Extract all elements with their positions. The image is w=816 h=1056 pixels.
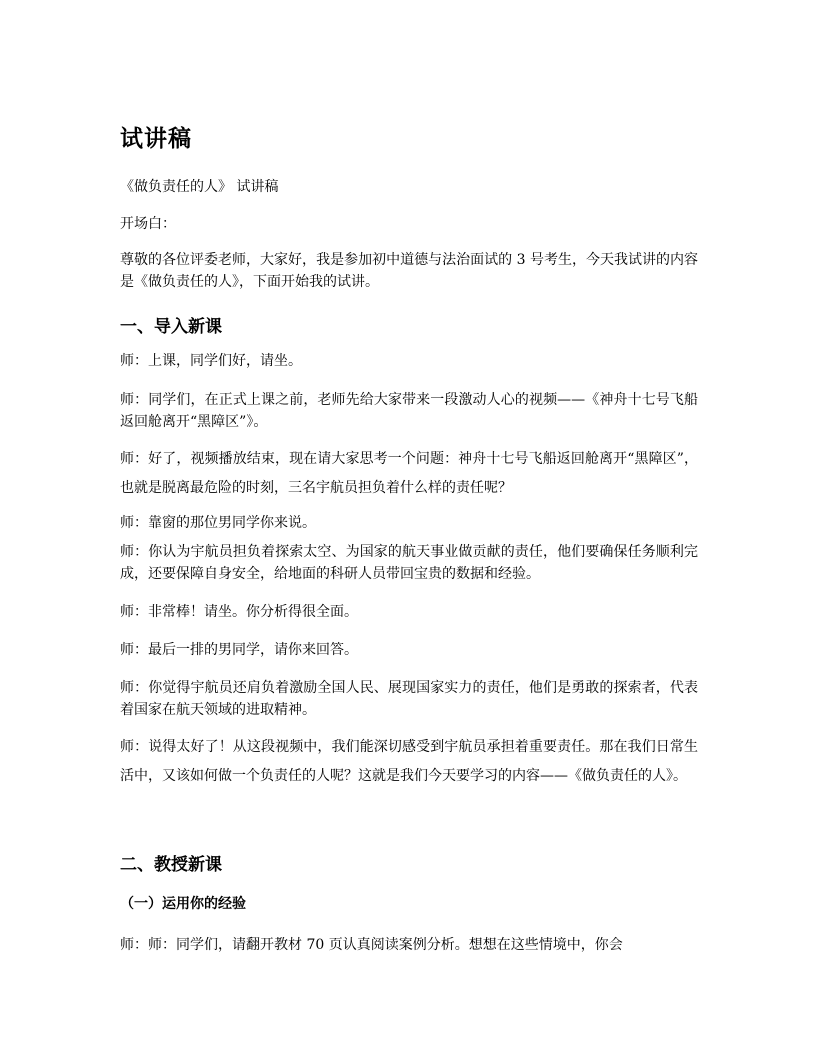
paragraph: 师：师：同学们，请翻开教材 70 页认真阅读案例分析。想想在这些情境中，你会 — [120, 937, 623, 953]
section-heading-teaching: 二、教授新课 — [120, 855, 222, 875]
section-heading-intro: 一、导入新课 — [120, 317, 222, 337]
opening-text: 尊敬的各位评委老师，大家好，我是参加初中道德与法治面试的 3 号考生，今天我试讲的内容是《做负责任的人》，下面开始我的试讲。 — [120, 252, 698, 290]
paragraph: 师：最后一排的男同学，请你来回答。 — [120, 642, 358, 658]
opening-label: 开场白： — [120, 216, 176, 232]
paragraph: 师：你觉得宇航员还肩负着激励全国人民、展现国家实力的责任，他们是勇敢的探索者，代表着国家在航天领域的进取精神。 — [120, 680, 698, 718]
document-title: 试讲稿 — [120, 126, 192, 152]
paragraph: 师：上课，同学们好，请坐。 — [120, 353, 302, 369]
paragraph: 师：同学们，在正式上课之前，老师先给大家带来一段激动人心的视频——《神舟十七号飞船返回舱离开“黑障区”》。 — [120, 392, 698, 430]
document-subtitle: 《做负责任的人》 试讲稿 — [120, 179, 279, 195]
paragraph: 师：说得太好了！从这段视频中，我们能深切感受到宇航员承担着重要责任。那在我们日常生活中，又该如何做一个负责任的人呢？这就是我们今天要学习的内容——《做负责任的人》。 — [120, 739, 698, 784]
paragraph: 师：非常棒！请坐。你分析得很全面。 — [120, 604, 358, 620]
paragraph: 师：靠窗的那位男同学你来说。 — [120, 515, 316, 531]
subsection-heading: （一）运用你的经验 — [120, 896, 246, 912]
paragraph: 师：你认为宇航员担负着探索太空、为国家的航天事业做贡献的责任，他们要确保任务顺利完成，还要保障自身安全，给地面的科研人员带回宝贵的数据和经验。 — [120, 544, 698, 582]
paragraph: 师：好了，视频播放结束，现在请大家思考一个问题：神舟十七号飞船返回舱离开“黑障区”，也就是脱离最危险的时刻，三名宇航员担负着什么样的责任呢？ — [120, 451, 698, 496]
